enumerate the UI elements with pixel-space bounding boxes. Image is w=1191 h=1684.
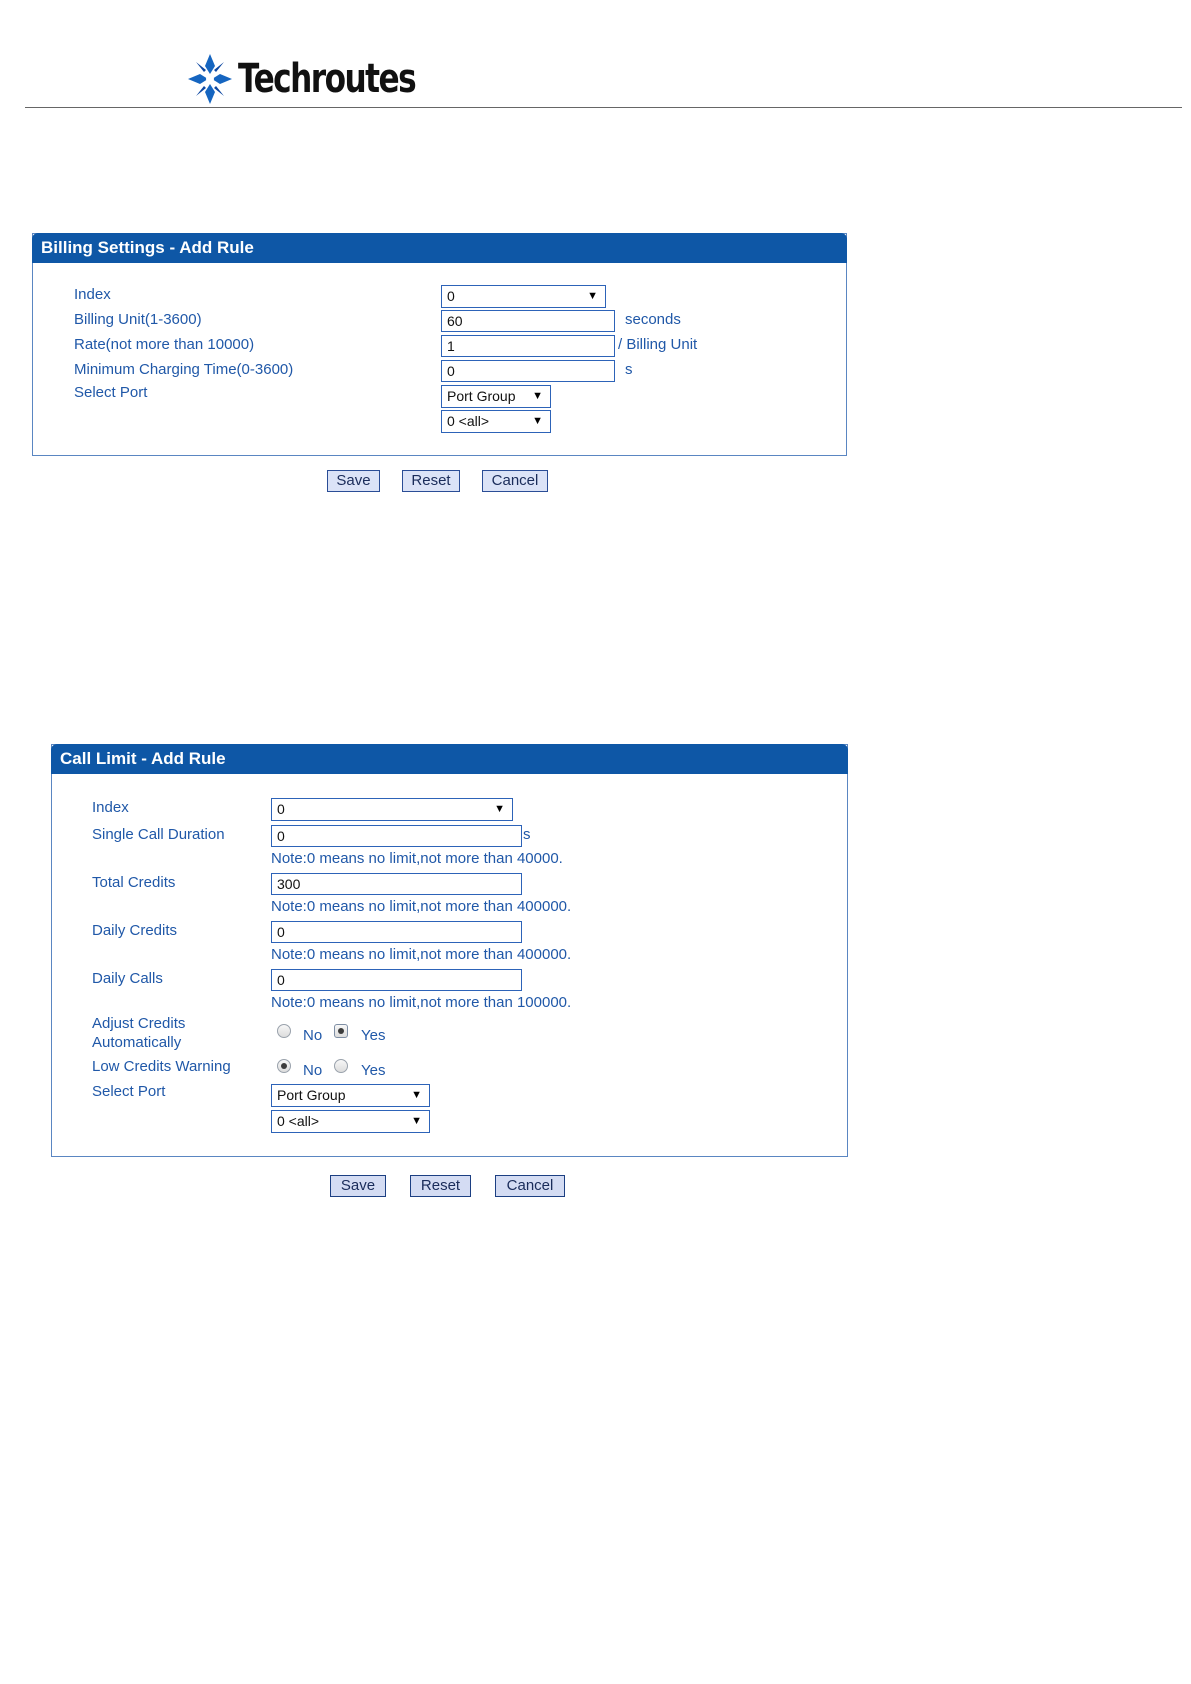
call-limit-port-type-value: Port Group: [277, 1087, 346, 1103]
call-limit-port-select[interactable]: [271, 1110, 430, 1133]
billing-settings-panel: [32, 233, 847, 456]
cross-star-logo-icon: [186, 52, 234, 106]
billing-port-type-select[interactable]: [441, 385, 551, 408]
adjust-credits-no-radio[interactable]: [277, 1024, 291, 1038]
daily-credits-note: Note:0 means no limit,not more than 400000.: [271, 946, 572, 963]
brand-logo: [186, 52, 465, 106]
chevron-down-icon: ▼: [494, 803, 505, 815]
low-credits-yes-radio[interactable]: [334, 1059, 348, 1073]
chevron-down-icon: ▼: [532, 415, 543, 427]
billing-unit-suffix: seconds: [625, 311, 681, 328]
call-limit-save-button[interactable]: Save: [330, 1175, 386, 1197]
call-limit-port-type-select[interactable]: [271, 1084, 430, 1107]
total-credits-label: Total Credits: [92, 874, 176, 891]
billing-unit-label: Billing Unit(1-3600): [74, 311, 202, 328]
call-limit-port-value: 0 <all>: [277, 1113, 320, 1129]
chevron-down-icon: ▼: [411, 1089, 422, 1101]
total-credits-input[interactable]: 300: [271, 873, 522, 895]
chevron-down-icon: ▼: [411, 1115, 422, 1127]
daily-credits-label: Daily Credits: [92, 922, 178, 939]
rate-input[interactable]: 1: [441, 335, 615, 357]
logo-text: Techroutes: [238, 56, 416, 102]
header-divider: [25, 107, 1182, 108]
adjust-credits-label-line2: Automatically: [92, 1034, 182, 1051]
call-limit-index-label: Index: [92, 799, 129, 816]
billing-port-select[interactable]: [441, 410, 551, 433]
billing-index-label: Index: [74, 286, 111, 303]
call-limit-reset-button[interactable]: Reset: [410, 1175, 471, 1197]
call-limit-select-port-label: Select Port: [92, 1083, 166, 1100]
daily-calls-note: Note:0 means no limit,not more than 100000.: [271, 994, 572, 1011]
single-call-duration-note: Note:0 means no limit,not more than 40000.: [271, 850, 563, 867]
billing-select-port-label: Select Port: [74, 384, 148, 401]
billing-port-type-value: Port Group: [447, 388, 516, 404]
single-call-duration-suffix: s: [523, 826, 531, 843]
chevron-down-icon: ▼: [587, 290, 598, 302]
min-charge-suffix: s: [625, 361, 633, 378]
call-limit-panel-title: Call Limit - Add Rule: [51, 744, 848, 774]
low-credits-warning-label: Low Credits Warning: [92, 1058, 231, 1075]
min-charge-input[interactable]: 0: [441, 360, 615, 382]
daily-credits-input[interactable]: 0: [271, 921, 522, 943]
low-credits-no-radio[interactable]: [277, 1059, 291, 1073]
rate-suffix: / Billing Unit: [618, 336, 698, 353]
min-charge-label: Minimum Charging Time(0-3600): [74, 361, 294, 378]
billing-cancel-button[interactable]: Cancel: [482, 470, 548, 492]
call-limit-panel: [51, 744, 848, 1157]
daily-calls-input[interactable]: 0: [271, 969, 522, 991]
billing-panel-title: Billing Settings - Add Rule: [32, 233, 847, 263]
low-credits-yes-label: Yes: [361, 1062, 386, 1079]
call-limit-index-value: 0: [277, 801, 285, 817]
adjust-credits-label-line1: Adjust Credits: [92, 1015, 186, 1032]
total-credits-note: Note:0 means no limit,not more than 400000.: [271, 898, 572, 915]
single-call-duration-label: Single Call Duration: [92, 826, 225, 843]
billing-save-button[interactable]: Save: [327, 470, 380, 492]
billing-port-value: 0 <all>: [447, 413, 490, 429]
single-call-duration-input[interactable]: 0: [271, 825, 522, 847]
low-credits-no-label: No: [303, 1062, 323, 1079]
rate-label: Rate(not more than 10000): [74, 336, 255, 353]
chevron-down-icon: ▼: [532, 390, 543, 402]
adjust-credits-yes-label: Yes: [361, 1027, 386, 1044]
billing-reset-button[interactable]: Reset: [402, 470, 460, 492]
billing-index-value: 0: [447, 288, 455, 304]
call-limit-cancel-button[interactable]: Cancel: [495, 1175, 565, 1197]
billing-unit-input[interactable]: 60: [441, 310, 615, 332]
billing-index-select[interactable]: [441, 285, 606, 308]
adjust-credits-no-label: No: [303, 1027, 323, 1044]
call-limit-index-select[interactable]: [271, 798, 513, 821]
daily-calls-label: Daily Calls: [92, 970, 163, 987]
adjust-credits-yes-radio[interactable]: [334, 1024, 348, 1038]
